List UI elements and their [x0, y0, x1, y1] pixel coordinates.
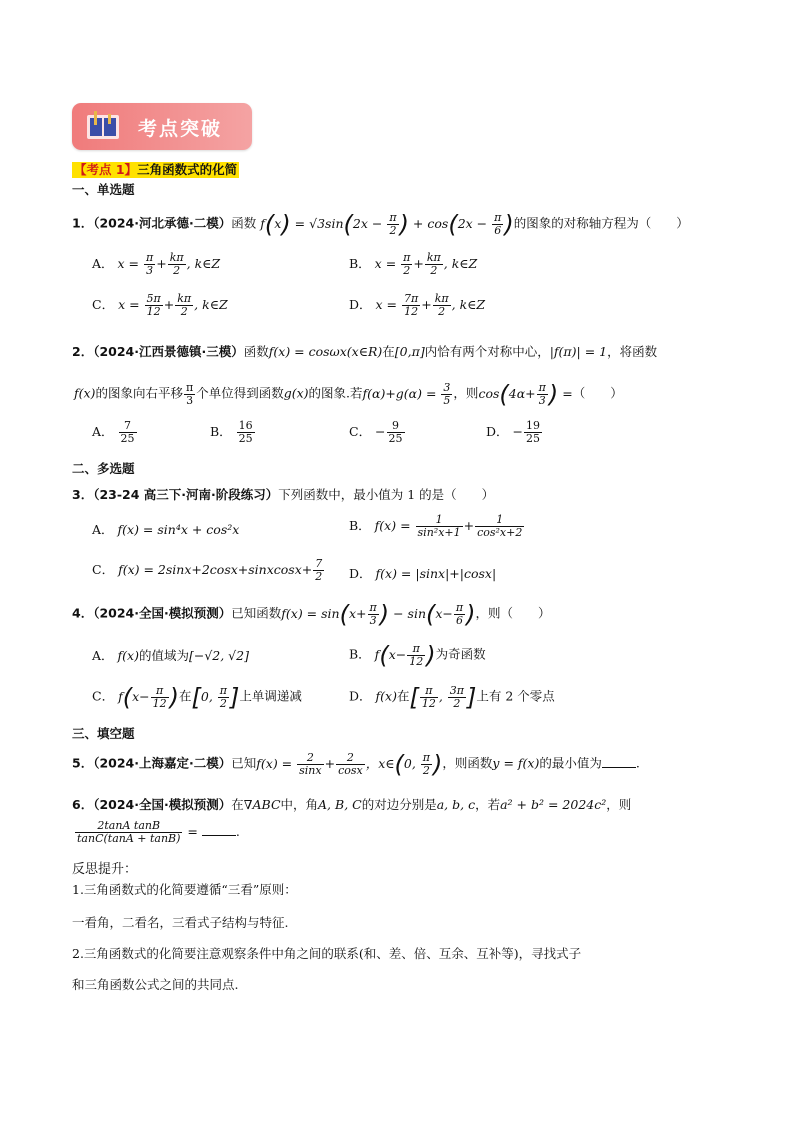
- section-multi-choice: 二、多选题: [72, 461, 135, 476]
- q2-option-d[interactable]: D． − $\frac{19}{25}$: [486, 419, 540, 445]
- q6-expression: $\frac{\text{2tanA tanB}}{\tan C(\tan A + \tan B)}$ = .: [77, 819, 240, 845]
- topic-tag-text: 三角函数式的化简: [137, 162, 238, 177]
- q1-option-d[interactable]: D． x = $\frac{7\pi}{12}$ + $\frac{k\pi}{2}$ , k∈Z: [349, 292, 486, 318]
- q2-option-b[interactable]: B． $\frac{16}{25}$: [210, 419, 253, 445]
- q5-answer-blank[interactable]: [602, 767, 636, 768]
- q3-option-c[interactable]: C． f(x) = 2sinx+2cosx+sinxcosx+ $\frac{7}{2}$: [92, 557, 323, 583]
- reflection-p3: 2.三角函数式的化简要注意观察条件中角之间的联系(和、差、倍、互余、互补等)，寻找式子: [72, 946, 582, 961]
- section-single-choice: 一、单选题: [72, 182, 135, 197]
- question-1: [72, 210, 689, 238]
- q1-option-b[interactable]: B． x = $\frac{\pi}{2}$ + $\frac{k\pi}{2}$ , k∈Z: [349, 251, 478, 277]
- topic-tag: [72, 162, 239, 178]
- q4-option-a[interactable]: A． f(x)的值域为[−√2, √2]: [92, 648, 249, 663]
- section-fill-blank: 三、填空题: [72, 726, 135, 741]
- q4-option-d[interactable]: D． f(x)在[ $\frac{\pi}{12}$ , $\frac{3\pi}{2}$ ]上有 2 个零点: [349, 683, 555, 711]
- q1-source: （2024·河北承德·二模）: [93, 215, 232, 231]
- banner-title: 考点突破: [138, 118, 223, 140]
- reflection-title: 反思提升：: [72, 862, 138, 877]
- q3-option-d[interactable]: D． f(x) = |sinx|+|cosx|: [349, 566, 497, 581]
- q3-option-b[interactable]: B． f(x) = $\frac{1}{\text{sin²x+1}}$ + $\frac{1}{\text{cos²x+2}}$: [349, 513, 523, 539]
- question-4: 4．（2024·全国·模拟预测）已知函数f(x) = sin(x+ $\frac{\pi}{3}$ ) − sin(x− $\frac{\pi}{6}$ )，则（ ）: [72, 600, 551, 628]
- reflection-p1: 1.三角函数式的化简要遵循“三看”原则：: [72, 882, 297, 897]
- reflection-p2: 一看角，二看名，三看式子结构与特征.: [72, 915, 289, 930]
- q2-option-c[interactable]: C． − $\frac{9}{25}$: [349, 419, 403, 445]
- q3-option-a[interactable]: A． f(x) = sin⁴x + cos²x: [92, 522, 240, 537]
- q1-option-a[interactable]: A． x = $\frac{\pi}{3}$ + $\frac{k\pi}{2}$ , k∈Z: [92, 251, 221, 277]
- q2-option-a[interactable]: A． $\frac{7}{25}$: [92, 419, 135, 445]
- question-6: 6．（2024·全国·模拟预测）在∇ABC中，角A, B, C的对边分别是a, b, c，若a² + b² = 2024c²，则: [72, 797, 632, 812]
- q1-stem: 函数: [231, 215, 257, 231]
- book-icon: [86, 111, 120, 141]
- q1-option-c[interactable]: C． x = $\frac{5\pi}{12}$ + $\frac{k\pi}{2}$ , k∈Z: [92, 292, 228, 318]
- section-banner: [72, 103, 252, 150]
- question-5: 5．（2024·上海嘉定·二模）已知f(x) = $\frac{2}{\sin x}$ + $\frac{2}{\cos x}$ ，x∈(0, $\frac{\pi}{2}$ )，则函数y = f(x)的最小值为 .: [72, 750, 640, 778]
- q1-number: 1．: [72, 215, 94, 231]
- reflection-p4: 和三角函数公式之间的共同点.: [72, 977, 239, 992]
- q6-answer-blank[interactable]: [202, 835, 236, 836]
- q1-stem-end: 的图象的对称轴方程为（ ）: [513, 215, 689, 231]
- question-2: 2．（2024·江西景德镇·三模）函数f(x) = cosωx(x∈R)在[0,π]内恰有两个对称中心，|f(π)| = 1，将函数: [72, 344, 658, 359]
- question-2-line2: f(x)的图象向右平移 $\frac{\pi}{3}$ 个单位得到函数g(x)的图象.若f(α)+g(α) = $\frac{3}{5}$ ，则cos(4α+ $\frac{\pi}{3}$ ) =（ ）: [74, 380, 623, 408]
- q1-formula: f(x) = √3sin(2x − $\frac{\pi}{2}$ ) + cos(2x − $\frac{\pi}{6}$ ): [260, 210, 514, 238]
- question-3: 3．（23-24 高三下·河南·阶段练习）下列函数中，最小值为 1 的是（ ）: [72, 487, 495, 502]
- q4-option-b[interactable]: B． f(x− $\frac{\pi}{12}$ )为奇函数: [349, 641, 486, 669]
- q4-option-c[interactable]: C． f(x− $\frac{\pi}{12}$ )在[0, $\frac{\pi}{2}$ ]上单调递减: [92, 683, 302, 711]
- topic-tag-label: 【考点 1】: [74, 162, 138, 177]
